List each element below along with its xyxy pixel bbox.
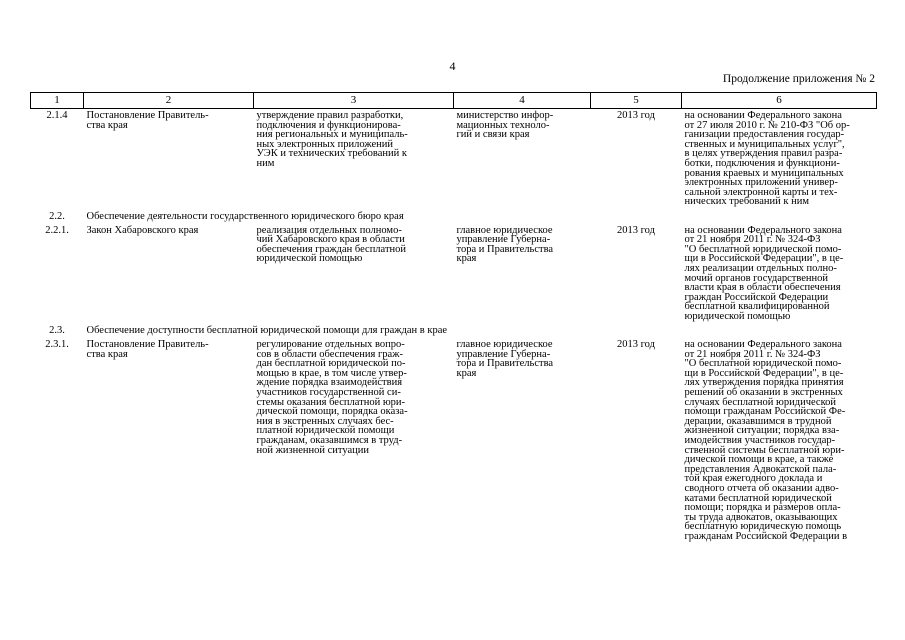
column-header: 6 [682,93,877,109]
item-number: 2.1.4 [46,110,68,121]
document-type: Постановление Правитель- ства края [86,110,209,131]
appendix-table [30,92,877,542]
executor: министерство инфор- мационных техноло- гий и связи края [456,110,554,141]
deadline: 2013 год [617,224,655,236]
executor: главное юридическое управление Губерна- тора и Правительства края [456,339,554,379]
legal-basis: на основании Федерального закона от 21 ноября 2011 г. № 324-ФЗ "О бесплатной юридической помо- щи в Российской Федерации", в це- лях реализации отдельных полно- мочий органов государственной власти края в области обеспечения граждан Российской Федерации бесплатной квалифицированной юридической помощью [684,224,844,322]
regulation-subject: утверждение правил разработки, подключения и функционирова- ния региональных и муниципаль- ных электронных приложений УЭК и технических требований к ним [256,110,408,169]
regulation-subject: регулирование отдельных вопро- сов в области обеспечения граж- дан бесплатной юридической по- мощью в крае, в том числе утвер- ждение порядка взаимодействия участников государственной си- стемы оказания бесплатной юри- дической помощи, порядка оказа- ния в экстренных случаях бес- платной юридической помощи гражданам, оказавшимся в труд- ной жизненной ситуации [256,339,408,456]
page-number: 4 [449,59,456,73]
legal-basis: на основании Федерального закона от 21 ноября 2011 г. № 324-ФЗ "О бесплатной юридической помо- щи в Российской Федерации", в це- лях утверждения порядка принятия решений об оказании в экстренных случаях бесплатной юридической помощи гражданам Российской Фе- дерации, оказавшимся в трудной жизненной ситуации; порядка вза- имодействия участников государ- ственной системы бесплатной юри- дической помощи в крае, а также представления Адвокатской пала- той края ежегодного доклада и сводного отчета об оказании адво- катами бесплатной юридической помощи; порядка и размеров опла- ты труда адвокатов, оказывающих бесплатную юридическую помощь гражданам Российской Федерации в [684,339,848,542]
table-row [31,340,877,541]
column-header: 1 [31,93,84,109]
section-row [31,207,877,226]
item-number: 2.3.1. [45,339,69,351]
column-header: 4 [454,93,591,109]
section-number: 2.3. [49,325,65,337]
deadline: 2013 год [617,339,655,351]
document-type: Постановление Правитель- ства края [86,339,209,360]
table-row [31,109,877,207]
column-header: 5 [591,93,682,109]
header-row [31,93,877,109]
legal-basis: на основании Федерального закона от 27 июля 2010 г. № 210-ФЗ "Об ор- ганизации предоставления государ- ственных и муниципальных услуг", в целях утверждения правил разра- ботки, подключения и функциони- рования краевых и муниципальных электронных приложений универ- сальной электронной карты и тех- нических требований к ним [684,110,850,208]
deadline: 2013 год [617,110,655,121]
column-header: 3 [254,93,454,109]
section-title: Обеспечение деятельности государственного юридического бюро края [86,210,404,222]
section-row [31,321,877,340]
executor: главное юридическое управление Губерна- тора и Правительства края [456,224,554,265]
continuation-label: Продолжение приложения № 2 [722,73,875,85]
item-number: 2.2.1. [45,224,69,236]
column-header: 2 [84,93,254,109]
document-type: Закон Хабаровского края [86,224,199,236]
regulation-subject: реализация отдельных полномо- чий Хабаровского края в области обеспечения граждан бесплатной юридической помощью [256,224,407,265]
table-row [31,226,877,322]
section-title: Обеспечение доступности бесплатной юридической помощи для граждан в крае [86,325,448,337]
section-number: 2.2. [49,210,65,222]
